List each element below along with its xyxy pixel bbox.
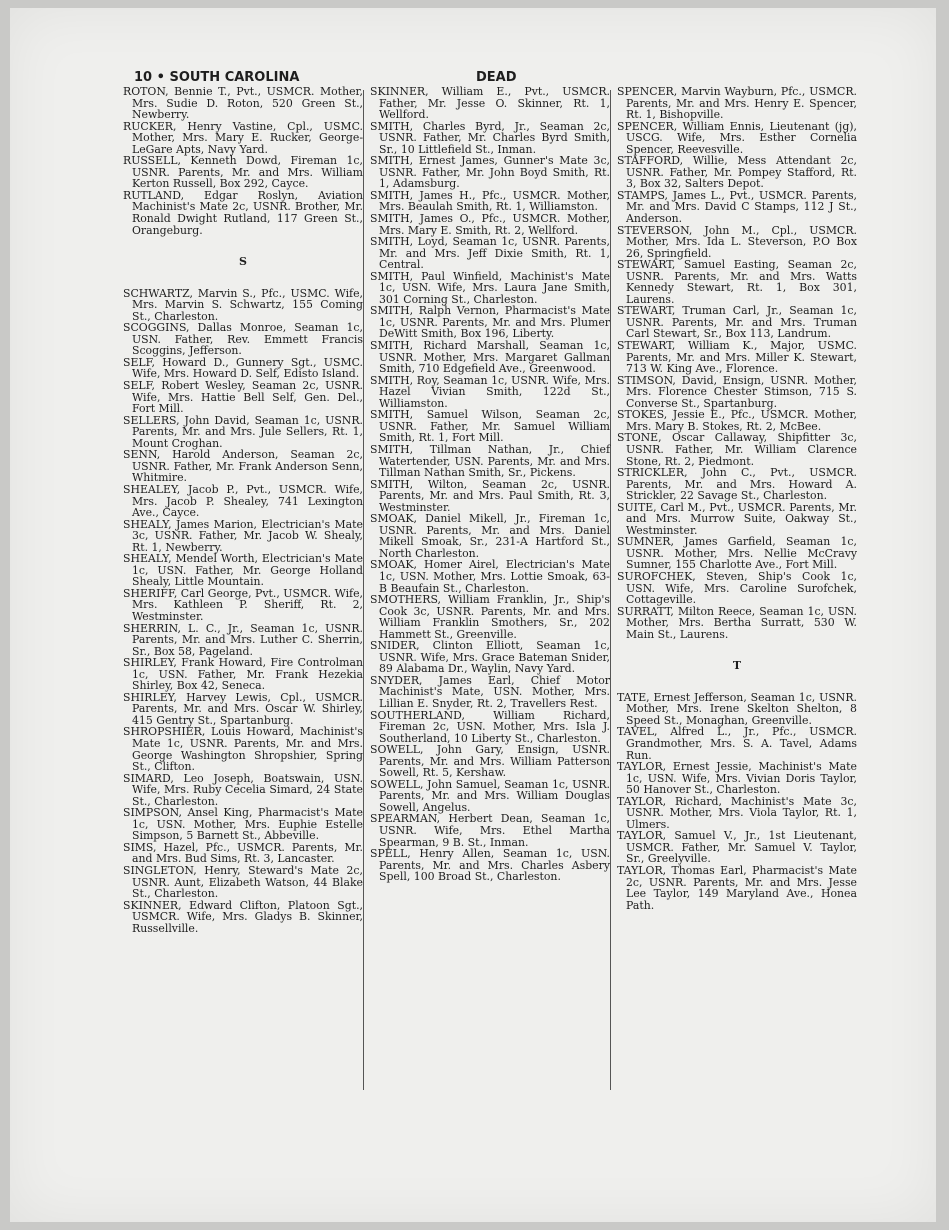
casualty-entry: SUITE, Carl M., Pvt., USMCR. Parents, Mr. and Mrs. Murrow Suite, Oakway St., Westminster. (617, 500, 857, 537)
column-1 (123, 86, 363, 934)
casualty-entry: SHROPSHIER, Louis Howard, Machinist's Mate 1c, USNR. Parents, Mr. and Mrs. George Washington Shropshier, Spring St., Clifton. (123, 725, 363, 774)
column-3 (617, 86, 857, 911)
casualty-entry: TAYLOR, Richard, Machinist's Mate 3c, USNR. Mother, Mrs. Viola Taylor, Rt. 1, Ulmers. (617, 794, 857, 831)
column-2 (370, 86, 610, 883)
casualty-entry: SHIRLEY, Frank Howard, Fire Controlman 1c, USN. Father, Mr. Frank Hezekia Shirley, Box 42, Seneca. (123, 656, 363, 693)
casualty-entry: STOKES, Jessie E., Pfc., USMCR. Mother, Mrs. Mary B. Stokes, Rt. 2, McBee. (617, 408, 857, 433)
casualty-entry: RUCKER, Henry Vastine, Cpl., USMC. Mother, Mrs. Mary E. Rucker, George-LeGare Apts, Navy Yard. (123, 119, 363, 156)
casualty-entry: SMITH, Charles Byrd, Jr., Seaman 2c, USNR. Father, Mr. Charles Byrd Smith, Sr., 10 Littlefield St., Inman. (370, 119, 610, 156)
casualty-entry: SMITH, James O., Pfc., USMCR. Mother, Mrs. Mary E. Smith, Rt. 2, Wellford. (370, 212, 610, 237)
casualty-entry: SHEALY, James Marion, Electrician's Mate 3c, USNR. Father, Mr. Jacob W. Shealy, Rt. 1, Newberry. (123, 517, 363, 554)
casualty-entry: SHERRIN, L. C., Jr., Seaman 1c, USNR. Parents, Mr. and Mrs. Luther C. Sherrin, Sr., Box 58, Pageland. (123, 621, 363, 658)
casualty-entry: SPENCER, Marvin Wayburn, Pfc., USMCR. Parents, Mr. and Mrs. Henry E. Spencer, Rt. 1, Bishopville. (617, 85, 857, 122)
casualty-entry: SKINNER, Edward Clifton, Platoon Sgt., USMCR. Wife, Mrs. Gladys B. Skinner, Russellville. (123, 898, 363, 935)
casualty-entry: SUMNER, James Garfield, Seaman 1c, USNR. Mother, Mrs. Nellie McCravy Sumner, 155 Charlotte Ave., Fort Mill. (617, 535, 857, 572)
casualty-entry: SINGLETON, Henry, Steward's Mate 2c, USNR. Aunt, Elizabeth Watson, 44 Blake St., Charleston. (123, 864, 363, 901)
casualty-entry: SPEARMAN, Herbert Dean, Seaman 1c, USNR. Wife, Mrs. Ethel Martha Spearman, 9 B. St., Inman. (370, 812, 610, 849)
casualty-entry: TATE, Ernest Jefferson, Seaman 1c, USNR. Mother, Mrs. Irene Skelton Shelton, 8 Speed St., Monaghan, Greenville. (617, 690, 857, 727)
casualty-entry: SELLERS, John David, Seaman 1c, USNR. Parents, Mr. and Mrs. Jule Sellers, Rt. 1, Mount Croghan. (123, 413, 363, 450)
section-title: DEAD (476, 70, 517, 85)
casualty-entry: SIMPSON, Ansel King, Pharmacist's Mate 1c, USN. Mother, Mrs. Euphie Estelle Simpson, 5 Barnett St., Abbeville. (123, 806, 363, 843)
casualty-entry: SHEALEY, Jacob P., Pvt., USMCR. Wife, Mrs. Jacob P. Shealey, 741 Lexington Ave., Cayce. (123, 482, 363, 520)
casualty-entry: STONE, Oscar Callaway, Shipfitter 3c, USNR. Father, Mr. William Clarence Stone, Rt. 2, Piedmont. (617, 431, 857, 468)
casualty-entry: STEWART, William K., Major, USMC. Parents, Mr. and Mrs. Miller K. Stewart, 713 W. King Ave., Florence. (617, 339, 857, 376)
casualty-entry: STEWART, Truman Carl, Jr., Seaman 1c, USNR. Parents, Mr. and Mrs. Truman Carl Stewart, Sr., Box 113, Landrum. (617, 304, 857, 341)
casualty-entry: SIMARD, Leo Joseph, Boatswain, USN. Wife, Mrs. Ruby Cecelia Simard, 24 State St., Charleston. (123, 771, 363, 808)
casualty-entry: SNYDER, James Earl, Chief Motor Machinist's Mate, USN. Mother, Mrs. Lillian E. Snyder, Rt. 2, Travellers Rest. (370, 673, 610, 710)
casualty-entry: SMITH, Ralph Vernon, Pharmacist's Mate 1c, USNR. Parents, Mr. and Mrs. Plumer DeWitt Smith, Box 196, Liberty. (370, 304, 610, 341)
casualty-entry: SUROFCHEK, Steven, Ship's Cook 1c, USN. Wife, Mrs. Caroline Surofchek, Cottageville. (617, 569, 857, 607)
page-number-state: 10 • SOUTH CAROLINA (134, 70, 300, 85)
casualty-entry: SHIRLEY, Harvey Lewis, Cpl., USMCR. Parents, Mr. and Mrs. Oscar W. Shirley, 415 Gentry St., Spartanburg. (123, 690, 363, 727)
casualty-entry: SMOTHERS, William Franklin, Jr., Ship's Cook 3c, USNR. Parents, Mr. and Mrs. William Franklin Smothers, Sr., 202 Hammett St., Greenville. (370, 593, 610, 641)
casualty-entry: SOWELL, John Gary, Ensign, USNR. Parents, Mr. and Mrs. William Patterson Sowell, Rt. 5, Kershaw. (370, 743, 610, 780)
casualty-entry: TAYLOR, Thomas Earl, Pharmacist's Mate 2c, USNR. Parents, Mr. and Mrs. Jesse Lee Taylor, 149 Maryland Ave., Honea Path. (617, 864, 857, 912)
casualty-entry: TAYLOR, Ernest Jessie, Machinist's Mate 1c, USN. Wife, Mrs. Vivian Doris Taylor, 50 Hanover St., Charleston. (617, 760, 857, 797)
casualty-entry: STRICKLER, John C., Pvt., USMCR. Parents, Mr. and Mrs. Howard A. Strickler, 22 Savage St., Charleston. (617, 466, 857, 503)
casualty-entry: SPELL, Henry Allen, Seaman 1c, USN. Parents, Mr. and Mrs. Charles Asbery Spell, 100 Broad St., Charleston. (370, 847, 610, 884)
section-letter: S (239, 255, 247, 269)
casualty-entry: STAFFORD, Willie, Mess Attendant 2c, USNR. Father, Mr. Pompey Stafford, Rt. 3, Box 32, Salters Depot. (617, 154, 857, 191)
casualty-entry: ROTON, Bennie T., Pvt., USMCR. Mother, Mrs. Sudie D. Roton, 520 Green St., Newberry. (123, 85, 363, 122)
casualty-entry: RUTLAND, Edgar Roslyn, Aviation Machinist's Mate 2c, USNR. Brother, Mr. Ronald Dwight Rutland, 117 Green St., Orangeburg. (123, 188, 363, 237)
casualty-entry: SMITH, Tillman Nathan, Jr., Chief Watertender, USN. Parents, Mr. and Mrs. Tillman Nathan Smith, Sr., Pickens. (370, 442, 610, 480)
casualty-entry: SHEALY, Mendel Worth, Electrician's Mate 1c, USN. Father, Mr. George Holland Shealy, Little Mountain. (123, 552, 363, 589)
casualty-entry: SELF, Robert Wesley, Seaman 2c, USNR. Wife, Mrs. Hattie Bell Self, Gen. Del., Fort Mill. (123, 379, 363, 416)
casualty-entry: SOWELL, John Samuel, Seaman 1c, USNR. Parents, Mr. and Mrs. William Douglas Sowell, Angelus. (370, 777, 610, 814)
casualty-entry: STEWART, Samuel Easting, Seaman 2c, USNR. Parents, Mr. and Mrs. Watts Kennedy Stewart, Rt. 1, Box 301, Laurens. (617, 258, 857, 306)
casualty-entry: STIMSON, David, Ensign, USNR. Mother, Mrs. Florence Chester Stimson, 715 S. Converse St., Spartanburg. (617, 373, 857, 410)
casualty-entry: SMITH, Loyd, Seaman 1c, USNR. Parents, Mr. and Mrs. Jeff Dixie Smith, Rt. 1, Central. (370, 235, 610, 272)
casualty-entry: SMITH, Wilton, Seaman 2c, USNR. Parents, Mr. and Mrs. Paul Smith, Rt. 3, Westminster. (370, 477, 610, 514)
section-letter: T (732, 659, 742, 673)
casualty-entry: SMOAK, Homer Airel, Electrician's Mate 1c, USN. Mother, Mrs. Lottie Smoak, 63-B Beaufain St., Charleston. (370, 558, 610, 595)
casualty-entry: SKINNER, William E., Pvt., USMCR. Father, Mr. Jesse O. Skinner, Rt. 1, Wellford. (370, 85, 610, 122)
casualty-entry: SNIDER, Clinton Elliott, Seaman 1c, USNR. Wife, Mrs. Grace Bateman Snider, 89 Alabama Dr., Waylin, Navy Yard. (370, 639, 610, 676)
casualty-entry: STEVERSON, John M., Cpl., USMCR. Mother, Mrs. Ida L. Steverson, P.O Box 26, Springfield. (617, 223, 857, 260)
casualty-entry: SMITH, Paul Winfield, Machinist's Mate 1c, USN. Wife, Mrs. Laura Jane Smith, 301 Corning St., Charleston. (370, 269, 610, 306)
casualty-entry: SCOGGINS, Dallas Monroe, Seaman 1c, USN. Father, Rev. Emmett Francis Scoggins, Jefferson. (123, 321, 363, 358)
casualty-entry: SELF, Howard D., Gunnery Sgt., USMC. Wife, Mrs. Howard D. Self, Edisto Island. (123, 355, 363, 381)
casualty-entry: TAVEL, Alfred L., Jr., Pfc., USMCR. Grandmother, Mrs. S. A. Tavel, Adams Run. (617, 725, 857, 762)
casualty-entry: SENN, Harold Anderson, Seaman 2c, USNR. Father, Mr. Frank Anderson Senn, Whitmire. (123, 448, 363, 485)
column-rule (363, 90, 364, 1090)
casualty-entry: SMITH, Roy, Seaman 1c, USNR. Wife, Mrs. Hazel Vivian Smith, 122d St., Williamston. (370, 373, 610, 410)
casualty-entry: SMITH, Ernest James, Gunner's Mate 3c, USNR. Father, Mr. John Boyd Smith, Rt. 1, Adamsburg. (370, 154, 610, 191)
casualty-entry: SMITH, Samuel Wilson, Seaman 2c, USNR. Father, Mr. Samuel William Smith, Rt. 1, Fort Mill. (370, 408, 610, 445)
casualty-entry: SCHWARTZ, Marvin S., Pfc., USMC. Wife, Mrs. Marvin S. Schwartz, 155 Coming St., Charleston. (123, 286, 363, 323)
casualty-entry: SHERIFF, Carl George, Pvt., USMCR. Wife, Mrs. Kathleen P. Sheriff, Rt. 2, Westminster. (123, 586, 363, 623)
casualty-entry: TAYLOR, Samuel V., Jr., 1st Lieutenant, USMCR. Father, Mr. Samuel V. Taylor, Sr., Greelyville. (617, 829, 857, 866)
casualty-entry: SIMS, Hazel, Pfc., USMCR. Parents, Mr. and Mrs. Bud Sims, Rt. 3, Lancaster. (123, 840, 363, 866)
casualty-entry: SURRATT, Milton Reece, Seaman 1c, USN. Mother, Mrs. Bertha Surratt, 530 W. Main St., Laurens. (617, 604, 857, 641)
casualty-entry: SOUTHERLAND, William Richard, Fireman 2c, USN. Mother, Mrs. Isla J. Southerland, 10 Liberty St., Charleston. (370, 708, 610, 745)
casualty-entry: SMOAK, Daniel Mikell, Jr., Fireman 1c, USNR. Parents, Mr. and Mrs. Daniel Mikell Smoak, Sr., 231-A Hartford St., North Charleston. (370, 512, 610, 560)
casualty-entry: STAMPS, James L., Pvt., USMCR. Parents, Mr. and Mrs. David C Stamps, 112 J St., Anderson. (617, 188, 857, 226)
casualty-entry: SPENCER, William Ennis, Lieutenant (jg), USCG. Wife, Mrs. Esther Cornelia Spencer, Reevesville. (617, 119, 857, 156)
column-rule (610, 90, 611, 1090)
casualty-entry: RUSSELL, Kenneth Dowd, Fireman 1c, USNR. Parents, Mr. and Mrs. William Kerton Russell, Box 292, Cayce. (123, 154, 363, 191)
casualty-entry: SMITH, James H., Pfc., USMCR. Mother, Mrs. Beaulah Smith, Rt. 1, Williamston. (370, 188, 610, 214)
casualty-entry: SMITH, Richard Marshall, Seaman 1c, USNR. Mother, Mrs. Margaret Gallman Smith, 710 Edgefield Ave., Greenwood. (370, 339, 610, 376)
